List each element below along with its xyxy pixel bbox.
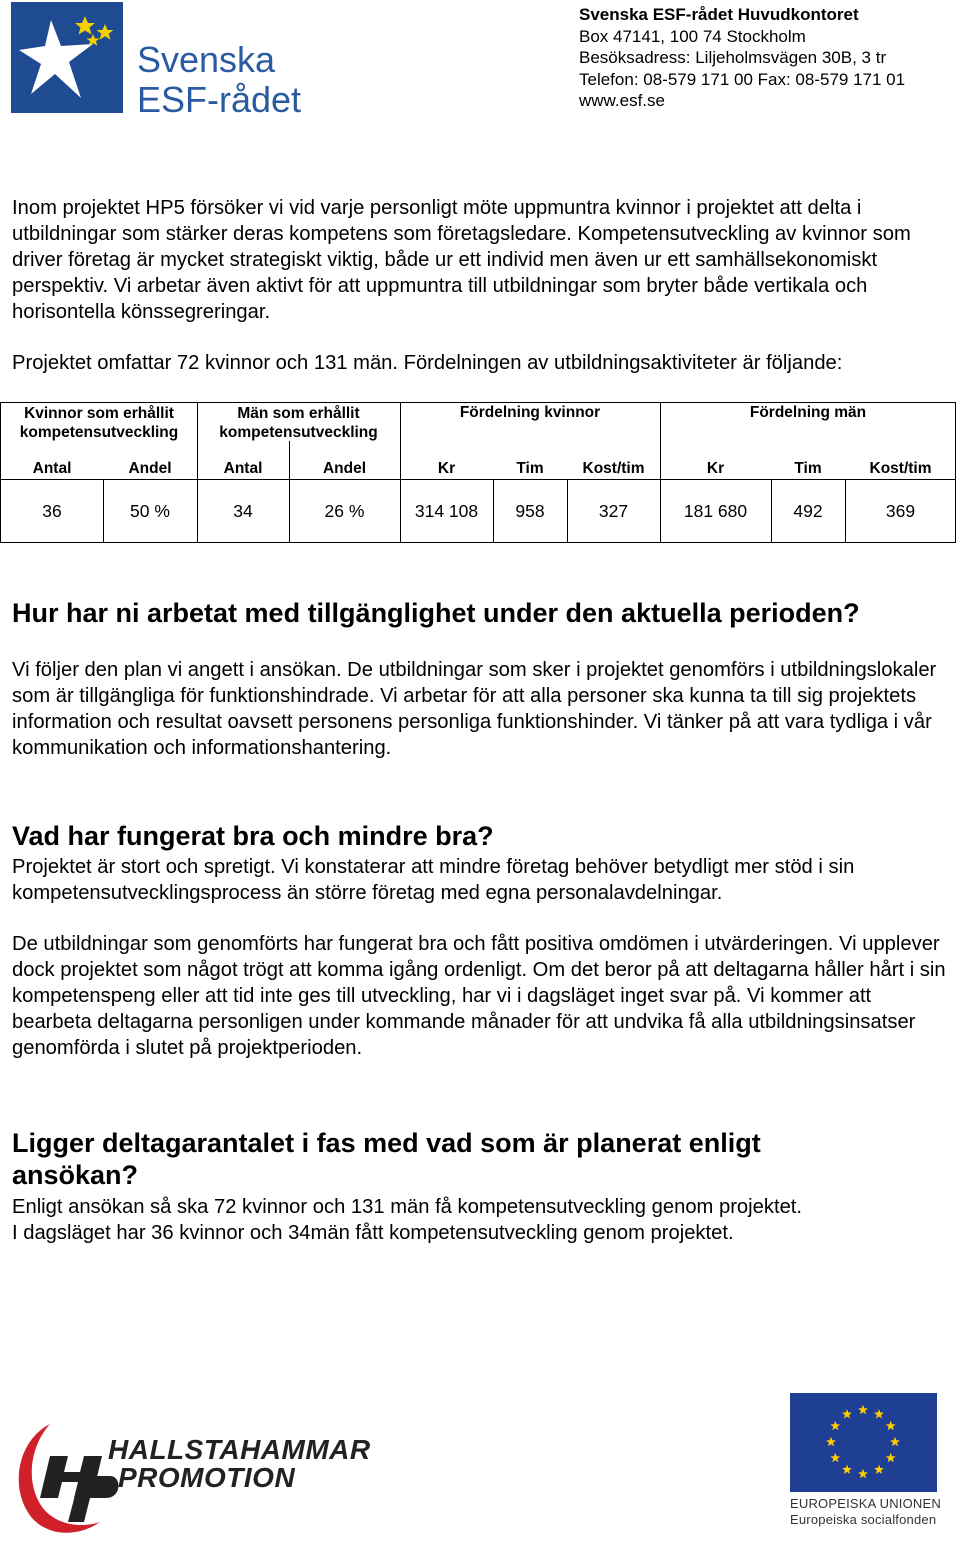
subheader-kr: Kr: [706, 460, 725, 477]
table-cell: 181 680: [683, 501, 748, 521]
org-name: Svenska ESF-rådet Huvudkontoret: [579, 5, 859, 24]
table-cell: 314 108: [414, 501, 479, 521]
eu-star-icon: [842, 1465, 852, 1474]
project-summary: Projektet omfattar 72 kvinnor och 131 män. Fördelningen av utbildningsaktiviteter är följande:: [12, 352, 843, 374]
accessibility-body: Vi följer den plan vi angett i ansökan. De utbildningar som sker i projektet genomförs i utbildningslokaler som är tillgängliga för funktionshindrade. Vi arbetar för att alla personer ska kunna ta till sig projektets information och resultat oavsett personens personliga funktionshinder. Vi tänker på att vara tydliga i vår kommunikation och informationshantering.: [12, 659, 937, 759]
participants-planned: Enligt ansökan så ska 72 kvinnor och 131 män få kompetensutveckling genom projektet.: [12, 1196, 803, 1218]
eu-star-icon: [842, 1409, 852, 1418]
subheader-tim: Tim: [516, 460, 544, 477]
eu-fund-label: Europeiska socialfonden: [790, 1512, 937, 1527]
eu-star-icon: [830, 1421, 840, 1430]
eu-star-icon: [886, 1421, 896, 1430]
eu-star-icon: [874, 1465, 884, 1474]
eu-star-icon: [830, 1453, 840, 1462]
eu-star-icon: [874, 1409, 884, 1418]
table-cell: 26 %: [324, 501, 365, 521]
subheader-tim: Tim: [794, 460, 822, 477]
table-cell: 36: [42, 501, 62, 521]
hp-logo-line1: HALLSTAHAMMAR: [108, 1434, 371, 1465]
hallstahammar-promotion-logo: [10, 1418, 371, 1538]
intro-paragraph: Inom projektet HP5 försöker vi vid varje personligt möte uppmuntra kvinnor i projektet att delta i utbildningar som stärker deras kompetens som företagsledare. Kompetensutveckling av kvinnor som driver företag är mycket strategiskt viktig, både ur ett individ men även ur ett samhällsekonomiskt perspektiv. Vi arbetar även aktivt för att uppmuntra till utbildningar som bryter både vertikala och horisontella könssegreringar.: [12, 197, 911, 323]
hp-logo-line2: PROMOTION: [118, 1462, 296, 1493]
what-worked-body-2: De utbildningar som genomförts har fungerat bra och fått positiva omdömen i utvärderingen. Vi upplever dock projektet som något trögt att komma igång ordenligt. Om det beror på att deltagarna håller hårt i sin kompetenspeng eller att tid inte ges till utveckling, har vi i dagsläget inget svar på. Vi kommer att bearbeta deltagarna personligen under kommande månader för att undvika få alla utbildningsinsatser genomförda i slutet på projektperioden.: [12, 933, 946, 1059]
table-cell: 34: [233, 501, 253, 521]
what-worked-body-1: Projektet är stort och spretigt. Vi konstaterar att mindre företag behöver betydligt mer stöd i sin kompetensutvecklingsprocess än större företag med egna personalavdelningar.: [12, 856, 855, 904]
esf-logo-text-line1: Svenska: [137, 39, 276, 80]
website-link[interactable]: www.esf.se: [579, 91, 665, 110]
participants-heading: Ligger deltagarantalet i fas med vad som är planerat enligt ansökan?: [12, 1128, 761, 1190]
phone-fax: Telefon: 08-579 171 00 Fax: 08-579 171 01: [579, 69, 906, 89]
table-cell: 492: [793, 501, 823, 521]
subheader-antal: Antal: [223, 460, 263, 477]
header-women-trained: Kvinnor som erhållit kompetensutveckling: [19, 405, 179, 441]
eu-star-icon: [890, 1437, 900, 1446]
subheader-andel: Andel: [322, 460, 367, 477]
org-address-block: [579, 4, 905, 112]
eu-star-icon: [858, 1405, 868, 1414]
header-men-trained: Män som erhållit kompetensutveckling: [219, 405, 378, 441]
header-distribution-women: Fördelning kvinnor: [459, 404, 601, 421]
eu-star-icon: [858, 1469, 868, 1478]
subheader-andel: Andel: [128, 460, 172, 477]
eu-star-icon: [826, 1437, 836, 1446]
esf-logo-text-line2: ESF-rådet: [137, 79, 302, 120]
esf-logo-icon: [11, 2, 123, 113]
subheader-kost-tim: Kost/tim: [869, 460, 932, 477]
table-cell: 958: [515, 501, 545, 521]
visiting-address: Besöksadress: Liljeholmsvägen 30B, 3 tr: [579, 48, 887, 67]
training-distribution-table: [0, 402, 956, 543]
eu-label: EUROPEISKA UNIONEN: [790, 1496, 941, 1511]
table-cell: 327: [598, 501, 629, 521]
accessibility-heading: Hur har ni arbetat med tillgänglighet under den aktuella perioden?: [12, 598, 860, 628]
subheader-kr: Kr: [437, 460, 456, 477]
table-cell: 50 %: [130, 501, 170, 521]
table-cell: 369: [885, 501, 916, 521]
eu-flag-icon: [790, 1393, 937, 1492]
address-line: Box 47141, 100 74 Stockholm: [579, 26, 806, 46]
header-distribution-men: Fördelning män: [749, 404, 867, 421]
what-worked-heading: Vad har fungerat bra och mindre bra?: [12, 821, 494, 851]
subheader-antal: Antal: [32, 460, 72, 477]
subheader-kost-tim: Kost/tim: [582, 460, 645, 477]
participants-current: I dagsläget har 36 kvinnor och 34män fått kompetensutveckling genom projektet.: [12, 1222, 734, 1244]
eu-star-icon: [886, 1453, 896, 1462]
